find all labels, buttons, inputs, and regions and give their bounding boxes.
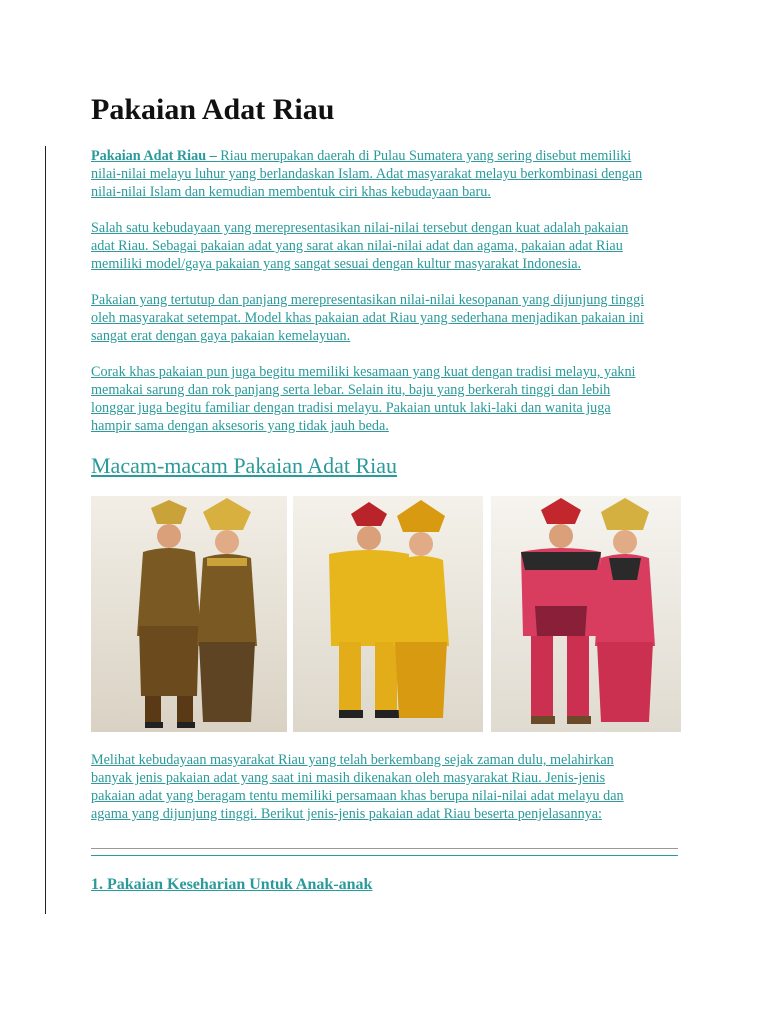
intro-line-1-text[interactable]: Riau merupakan daerah di Pulau Sumatera yang sering disebut memiliki	[220, 148, 632, 164]
p4-line-2[interactable]: memakai sarung dan rok panjang serta lebar. Selain itu, baju yang berkerah tinggi dan lebih	[91, 382, 611, 398]
p5-line-3[interactable]: pakaian adat yang beragam tentu memiliki persamaan khas berupa nilai-nilai adat melayu dan	[91, 788, 624, 804]
p3-line-1[interactable]: Pakaian yang tertutup dan panjang merepresentasikan nilai-nilai kesopanan yang dijunjung tinggi	[91, 292, 645, 308]
paragraph-3	[91, 291, 681, 345]
p4-line-3[interactable]: longgar juga begitu familiar dengan tradisi melayu. Pakaian untuk laki-laki dan wanita juga	[91, 400, 611, 416]
intro-line-1[interactable]	[91, 147, 681, 165]
paragraph-4	[91, 363, 681, 435]
photo-couple-brown	[91, 496, 287, 732]
paragraph-5	[91, 751, 681, 823]
paragraph-2	[91, 219, 681, 273]
p3-line-3[interactable]: sangat erat dengan gaya pakaian kemelayuan.	[91, 328, 351, 344]
p5-line-1[interactable]: Melihat kebudayaan masyarakat Riau yang telah berkembang sejak zaman dulu, melahirkan	[91, 752, 614, 768]
p4-line-4[interactable]: hampir sama dengan aksesoris yang tidak jauh beda.	[91, 418, 389, 434]
photo-couple-yellow	[293, 496, 483, 732]
intro-line-2[interactable]: nilai-nilai melayu luhur yang berlandaskan Islam. Adat masyarakat melayu berkombinasi dengan	[91, 166, 643, 182]
p2-line-1[interactable]: Salah satu kebudayaan yang merepresentasikan nilai-nilai tersebut dengan kuat adalah pakaian	[91, 220, 629, 236]
photo-couple-pink	[491, 496, 681, 732]
p5-line-4[interactable]: agama yang dijunjung tinggi. Berikut jenis-jenis pakaian adat Riau beserta penjelasannya:	[91, 806, 602, 822]
section-heading-macam-macam[interactable]: Macam-macam Pakaian Adat Riau	[91, 453, 398, 478]
divider-gray	[91, 848, 678, 849]
paragraph-intro	[91, 147, 681, 201]
left-margin-rule	[45, 146, 46, 914]
p4-line-1[interactable]: Corak khas pakaian pun juga begitu memiliki kesamaan yang kuat dengan tradisi melayu, yakni	[91, 364, 636, 380]
p2-line-3[interactable]: memiliki model/gaya pakaian yang sangat sesuai dengan kultur masyarakat Indonesia.	[91, 256, 582, 272]
p3-line-2[interactable]: oleh masyarakat setempat. Model khas pakaian adat Riau yang sederhana menjadikan pakaian ini	[91, 310, 644, 326]
subsection-heading-1[interactable]: 1. Pakaian Keseharian Untuk Anak-anak	[91, 876, 373, 893]
intro-lead-link[interactable]: Pakaian Adat Riau –	[91, 148, 221, 164]
page-title: Pakaian Adat Riau	[91, 93, 335, 126]
intro-line-3[interactable]: nilai-nilai Islam dan kemudian membentuk ciri khas kebudayaan baru.	[91, 184, 491, 200]
photo-strip	[91, 496, 681, 732]
p2-line-2[interactable]: adat Riau. Sebagai pakaian adat yang sarat akan nilai-nilai adat dan agama, pakaian adat Riau	[91, 238, 623, 254]
p5-line-2[interactable]: banyak jenis pakaian adat yang saat ini masih dikenakan oleh masyarakat Riau. Jenis-jenis	[91, 770, 606, 786]
divider-teal	[91, 855, 678, 856]
